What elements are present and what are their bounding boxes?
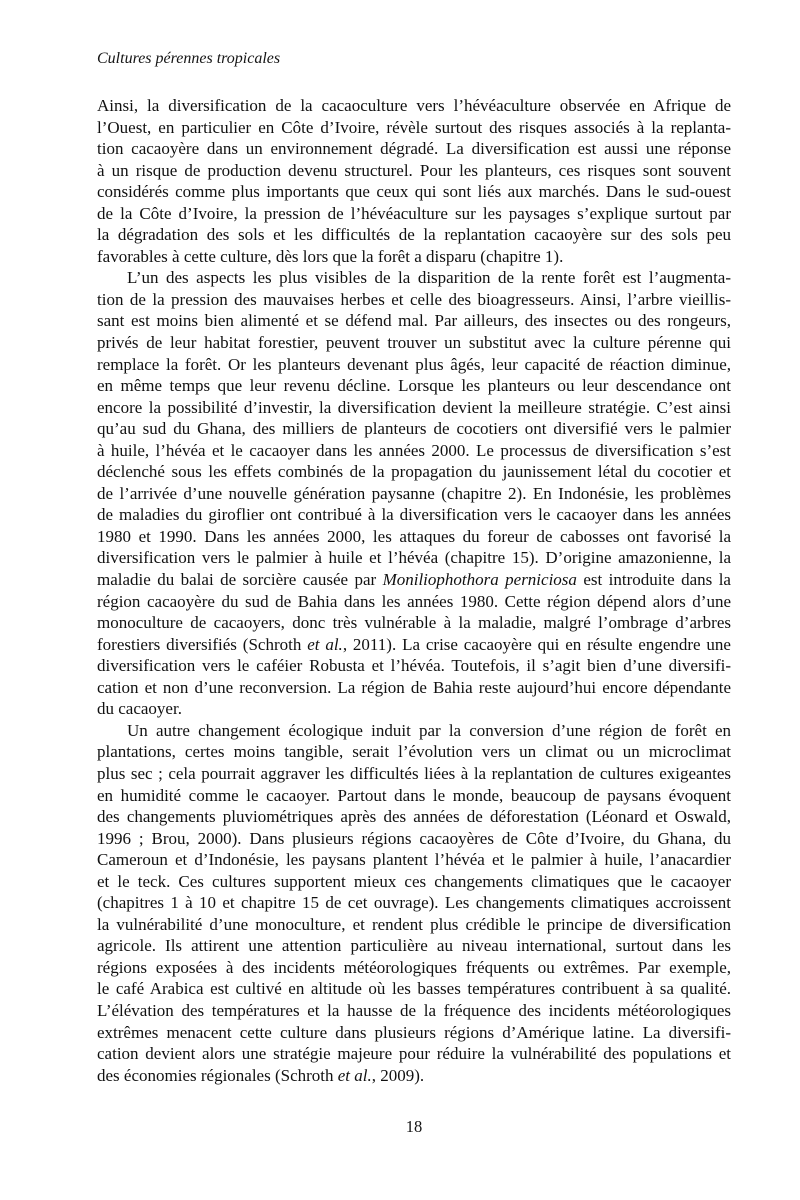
text-segment: Ainsi, la diversification de la cacaoculture vers l’hévéaculture observée en Afrique de (97, 96, 731, 115)
text-segment: tion cacaoyère dans un environnement dégradé. La diversification est aussi une réponse (97, 139, 731, 159)
text-segment: la dégradation des sols et les difficultés de la replantation cacaoyère sur des sols peu (97, 225, 731, 245)
text-segment: des économies régionales (Schroth (97, 1065, 338, 1085)
text-line (97, 828, 731, 850)
text-line (97, 677, 731, 699)
text-segment: des changements pluviométriques après des années de déforestation (Léonard et Oswald, (97, 807, 731, 827)
text-segment: sant est moins bien alimenté et se défend mal. Par ailleurs, des insectes ou des rongeurs, (97, 311, 731, 331)
text-line (97, 160, 731, 182)
text-line (97, 957, 731, 979)
text-segment: à un risque de production devenu structurel. Pour les planteurs, ces risques sont souvent (97, 160, 731, 180)
text-segment: forestiers diversifiés (Schroth (97, 634, 308, 654)
text-segment: diversification vers le caféier Robusta et l’hévéa. Toutefois, il s’agit bien d’une diversifi- (97, 656, 731, 676)
text-line (97, 849, 731, 871)
text-line (97, 440, 731, 462)
text-line (97, 354, 731, 376)
text-segment: région cacaoyère du sud de Bahia dans les années 1980. Cette région dépend alors d’une (97, 591, 731, 611)
text-line (97, 741, 731, 763)
text-line (97, 375, 731, 397)
text-segment: L’élévation des températures et la hausse de la fréquence des incidents météorologiques (97, 1000, 731, 1020)
text-line (97, 246, 731, 268)
text-segment: la vulnérabilité d’une monoculture, et rendent plus crédible le principe de diversification (97, 914, 731, 934)
text-segment: cation devient alors une stratégie majeure pour réduire la vulnérabilité des populations et (97, 1044, 731, 1064)
text-line (97, 1022, 731, 1044)
text-segment: maladie du balai de sorcière causée par (97, 570, 383, 590)
running-head: Cultures pérennes tropicales (97, 50, 281, 67)
text-segment: agricole. Ils attirent une attention particulière au niveau international, surtout dans les (97, 936, 731, 956)
body-text (97, 95, 731, 1086)
text-line (97, 267, 731, 289)
text-segment: de l’arrivée d’une nouvelle génération paysanne (chapitre 2). En Indonésie, les problèmes (97, 483, 731, 503)
text-segment: plus sec ; cela pourrait aggraver les difficultés liées à la replantation de cultures exigeantes (97, 763, 731, 783)
text-line (97, 224, 731, 246)
paragraph (97, 267, 731, 719)
text-line (97, 397, 731, 419)
text-segment: en humidité comme le cacaoyer. Partout dans le monde, beaucoup de paysans évoquent (97, 785, 731, 805)
text-segment: l’Ouest, en particulier en Côte d’Ivoire, révèle surtout des risques associés à la replanta- (97, 117, 731, 137)
text-segment: cation et non d’une reconversion. La région de Bahia reste aujourd’hui encore dépendante (97, 677, 731, 697)
text-line (97, 1065, 731, 1087)
text-segment: le café Arabica est cultivé en altitude où les basses températures contribuent à sa qualité. (97, 979, 731, 999)
text-line (97, 914, 731, 936)
text-segment: , 2009). (371, 1065, 425, 1085)
text-segment: encore la possibilité d’investir, la diversification devient la meilleure stratégie. C’est ainsi (97, 397, 731, 417)
text-line (97, 138, 731, 160)
text-line (97, 612, 731, 634)
text-line (97, 569, 731, 591)
text-segment: monoculture de cacaoyers, donc très vulnérable à la maladie, malgré l’ombrage d’arbres (97, 613, 731, 633)
text-segment: en même temps que leur revenu décline. Lorsque les planteurs ou leur descendance ont (97, 376, 731, 396)
paragraph (97, 95, 731, 267)
text-segment: régions exposées à des incidents météorologiques fréquents ou extrêmes. Par exemple, (97, 957, 731, 977)
text-line (97, 785, 731, 807)
text-line (97, 806, 731, 828)
text-line (97, 892, 731, 914)
text-segment: 1980 et 1990. Dans les années 2000, les attaques du foreur de cabosses ont favorisé la (97, 526, 731, 546)
text-line (97, 763, 731, 785)
text-line (97, 418, 731, 440)
text-segment: remplace la forêt. Or les planteurs devenant plus âgés, leur capacité de réaction diminue, (97, 354, 731, 374)
text-line (97, 181, 731, 203)
text-line (97, 591, 731, 613)
italic-text-segment: et al. (337, 1065, 372, 1085)
text-line (97, 720, 731, 742)
text-segment: de la Côte d’Ivoire, la pression de l’hévéaculture sur les paysages s’explique surtout par (97, 203, 731, 223)
text-segment: et le teck. Ces cultures supportent mieux ces changements climatiques que le cacaoyer (97, 871, 731, 891)
text-segment: considérés comme plus importants que ceux qui sont liés aux marchés. Dans le sud-ouest (97, 182, 731, 202)
text-line (97, 1043, 731, 1065)
text-line (97, 95, 731, 117)
text-line (97, 483, 731, 505)
text-segment: qu’au sud du Ghana, des milliers de planteurs de cocotiers ont diversifié vers le palmier (97, 419, 731, 439)
italic-text-segment: Moniliophothora perniciosa (382, 570, 577, 590)
text-segment: Un autre changement écologique induit par la conversion d’une région de forêt en (127, 720, 731, 740)
text-line (97, 978, 731, 1000)
paragraph (97, 720, 731, 1086)
text-segment: tion de la pression des mauvaises herbes et celle des bioagresseurs. Ainsi, l’arbre vieillis- (97, 289, 731, 309)
text-line (97, 310, 731, 332)
page-number: 18 (405, 1117, 423, 1136)
text-line (97, 547, 731, 569)
text-segment: déclenché sous les effets combinés de la propagation du jaunissement létal du cocotier et (97, 462, 731, 482)
text-segment: diversification vers le palmier à huile et l’hévéa (chapitre 15). D’origine amazonienne, la (97, 548, 731, 568)
text-segment: Cameroun et d’Indonésie, les paysans plantent l’hévéa et le palmier à huile, l’anacardier (97, 850, 731, 870)
text-line (97, 871, 731, 893)
text-segment: (chapitres 1 à 10 et chapitre 15 de cet ouvrage). Les changements climatiques accroissent (97, 893, 731, 913)
text-line (97, 634, 731, 656)
text-line (97, 117, 731, 139)
text-line (97, 289, 731, 311)
text-line (97, 1000, 731, 1022)
text-segment: 1996 ; Brou, 2000). Dans plusieurs régions cacaoyères de Côte d’Ivoire, du Ghana, du (97, 828, 731, 848)
text-segment: plantations, certes moins tangible, serait l’évolution vers un climat ou un microclimat (97, 742, 731, 762)
text-segment: du cacaoyer. (97, 699, 182, 719)
text-line (97, 935, 731, 957)
text-segment: , 2011). La crise cacaoyère qui en résulte engendre une (342, 634, 731, 654)
text-line (97, 203, 731, 225)
text-line (97, 332, 731, 354)
text-line (97, 504, 731, 526)
text-segment: est introduite dans la (576, 570, 731, 590)
italic-text-segment: et al. (307, 634, 343, 654)
text-segment: L’un des aspects les plus visibles de la disparition de la rente forêt est l’augmenta- (127, 268, 731, 288)
text-line (97, 655, 731, 677)
text-line (97, 461, 731, 483)
text-segment: à huile, l’hévéa et le cacaoyer dans les années 2000. Le processus de diversification s’est (97, 440, 731, 460)
text-line (97, 698, 731, 720)
text-segment: extrêmes menacent cette culture dans plusieurs régions d’Amérique latine. La diversifi- (97, 1022, 731, 1042)
text-segment: privés de leur habitat forestier, peuvent trouver un substitut avec la culture pérenne qui (97, 333, 731, 353)
text-segment: favorables à cette culture, dès lors que la forêt a disparu (chapitre 1). (97, 246, 564, 266)
text-line (97, 526, 731, 548)
text-segment: de maladies du giroflier ont contribué à la diversification vers le cacaoyer dans les années (97, 505, 731, 525)
